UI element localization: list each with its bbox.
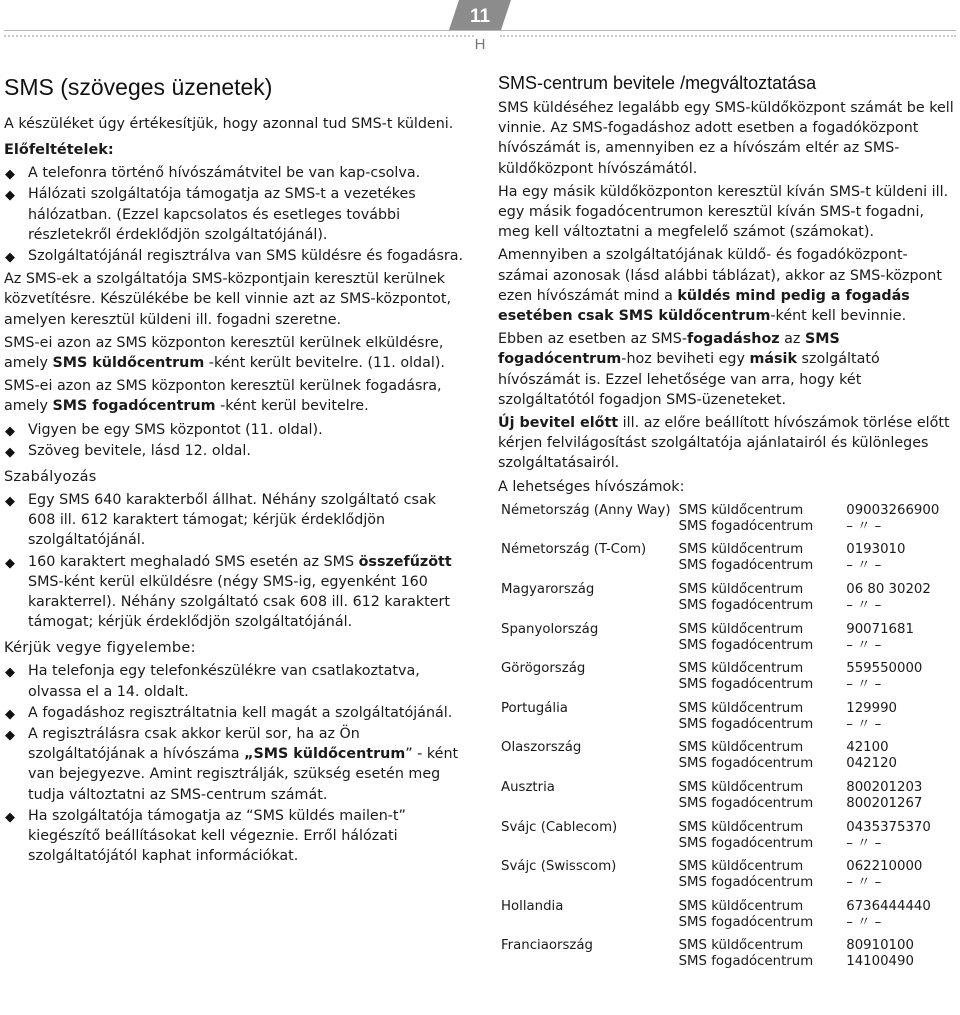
diamond-bullet-icon: ◆ bbox=[5, 665, 15, 681]
label-cell: SMS küldőcentrum SMS fogadócentrum bbox=[678, 502, 814, 534]
list-item: ◆ Vigyen be egy SMS központot (11. oldal). bbox=[4, 420, 464, 440]
rules-list bbox=[4, 490, 464, 632]
number-cell: 0193010 – 〃 – bbox=[846, 542, 906, 574]
header-dotted-rule bbox=[500, 35, 956, 37]
list-item: ◆ Ha telefonja egy telefonkészülékre van csatlakoztatva, olvassa el a 14. oldalt. bbox=[5, 663, 420, 700]
diamond-bullet-icon: ◆ bbox=[5, 809, 15, 825]
list-item: ◆ Szolgáltatójánál regisztrálva van SMS küldésre és fogadásra. bbox=[4, 246, 464, 266]
diamond-bullet-icon: ◆ bbox=[5, 706, 15, 722]
prereq-heading: Előfeltételek: bbox=[4, 142, 114, 159]
list-item: ◆ Egy SMS 640 karakterből állhat. Néhány szolgáltató csak 608 ill. 612 karaktert támogat; kérjük érdeklődjön szolgáltatójánál. bbox=[5, 492, 436, 549]
country-cell: Olaszország bbox=[501, 740, 582, 756]
paragraph: SMS-ei azon az SMS központon keresztül kerülnek fogadásra, amely SMS fogadócentrum -ként kerül bevitelre. bbox=[4, 378, 442, 415]
paragraph: SMS-ei azon az SMS központon keresztül kerülnek elküldésre, amely SMS küldőcentrum -ként került bevitelre. (11. oldal). bbox=[4, 334, 445, 372]
diamond-bullet-icon: ◆ bbox=[5, 188, 15, 204]
paragraph: Ha egy másik küldőközponton keresztül kíván SMS-t küldeni ill. egy másik fogadócentrumon keresztül kíván SMS-t fogadni, meg kell változtatni a megfelelő számot (számokat). bbox=[498, 183, 949, 241]
country-cell: Görögország bbox=[501, 661, 586, 677]
label-cell: SMS küldőcentrum SMS fogadócentrum bbox=[678, 859, 814, 891]
label-cell: SMS küldőcentrum SMS fogadócentrum bbox=[678, 700, 814, 732]
label-cell: SMS küldőcentrum SMS fogadócentrum bbox=[678, 582, 814, 614]
paragraph: SMS küldéséhez legalább egy SMS-küldőközpont számát be kell vinnie. Az SMS-fogadáshoz adott esetben a fogadóközpont hívószámát is, amennyiben ez a hívószám eltér az SMS-küldőközpont hívószámától. bbox=[498, 100, 954, 177]
country-cell: Portugália bbox=[501, 700, 568, 716]
list-item: ◆ A fogadáshoz regisztráltatnia kell magát a szolgáltatójánál. bbox=[4, 703, 464, 723]
list-item: ◆ 160 karaktert meghaladó SMS esetén az SMS összefűzött SMS-ként kerül elküldésre (négy SMS-ig, egyenként 160 karakterrel). Néhány szolgáltató csak 608 ill. 612 karaktert támogat; kérjük érdeklődjön szolgáltatójánál. bbox=[5, 553, 452, 631]
diamond-bullet-icon: ◆ bbox=[5, 250, 15, 266]
rules-heading: Szabályozás bbox=[4, 469, 97, 486]
diamond-bullet-icon: ◆ bbox=[5, 728, 15, 744]
list-item: ◆ Szöveg bevitele, lásd 12. oldal. bbox=[4, 441, 464, 461]
label-cell: SMS küldőcentrum SMS fogadócentrum bbox=[678, 898, 814, 930]
table-row bbox=[498, 701, 956, 733]
label-cell: SMS küldőcentrum SMS fogadócentrum bbox=[678, 661, 814, 693]
number-cell: 42100 042120 bbox=[846, 740, 897, 772]
diamond-bullet-icon: ◆ bbox=[5, 423, 15, 439]
table-row bbox=[498, 740, 956, 772]
diamond-bullet-icon: ◆ bbox=[5, 555, 15, 571]
table-row bbox=[498, 938, 956, 970]
notes-list bbox=[4, 661, 464, 866]
country-cell: Franciaország bbox=[501, 938, 593, 954]
list-item: ◆ A regisztrálásra csak akkor kerül sor, ha az Ön szolgáltatójának a hívószáma „SMS küldőcentrum” - ként van bejegyezve. Amint regisztrálják, szükség esetén meg tudja változtatni az SMS-centrum számát. bbox=[5, 726, 459, 803]
table-row bbox=[498, 780, 956, 812]
country-cell: Magyarország bbox=[501, 582, 595, 598]
paragraph: Amennyiben a szolgáltatójának küldő- és fogadóközpont-számai azonosak (lásd alábbi táblázat), akkor az SMS-központ ezen hívószámát mind a küldés mind pedig a fogadás esetében csak SMS küldőcentrum-ként kell bevinnie. bbox=[498, 247, 942, 325]
paragraph: Ebben az esetben az SMS-fogadáshoz az SMS fogadócentrum-hoz beviheti egy másik szolgáltató hívószámát is. Ezzel lehetősége van arra, hogy két szolgáltatótól fogadjon SMS-üzeneteket. bbox=[498, 331, 880, 408]
list-item: ◆ A telefonra történő hívószámátvitel be van kap-csolva. bbox=[4, 163, 464, 183]
label-cell: SMS küldőcentrum SMS fogadócentrum bbox=[678, 740, 814, 772]
page-tab bbox=[449, 0, 511, 58]
table-row bbox=[498, 820, 956, 852]
prereq-list bbox=[4, 163, 464, 266]
number-cell: 90071681 – 〃 – bbox=[846, 621, 914, 653]
label-cell: SMS küldőcentrum SMS fogadócentrum bbox=[678, 780, 814, 812]
diamond-bullet-icon: ◆ bbox=[5, 444, 15, 460]
number-cell: 129990 – 〃 – bbox=[846, 700, 897, 732]
list-item: ◆ Hálózati szolgáltatója támogatja az SMS-t a vezetékes hálózatban. (Ezzel kapcsolatos és esetleges további részletekről érdeklődjön szolgáltatójánál). bbox=[5, 186, 416, 243]
number-cell: 559550000 – 〃 – bbox=[846, 661, 923, 693]
table-row bbox=[498, 899, 956, 931]
notes-heading: Kérjük vegye figyelembe: bbox=[4, 640, 196, 657]
country-cell: Németország (Anny Way) bbox=[501, 502, 671, 518]
label-cell: SMS küldőcentrum SMS fogadócentrum bbox=[678, 938, 814, 970]
header-dotted-rule bbox=[4, 35, 474, 37]
number-cell: 800201203 800201267 bbox=[846, 780, 923, 812]
label-cell: SMS küldőcentrum SMS fogadócentrum bbox=[678, 621, 814, 653]
table-row bbox=[498, 859, 956, 891]
number-cell: 0435375370 – 〃 – bbox=[846, 819, 931, 851]
section-title: SMS-centrum bevitele /megváltoztatása bbox=[498, 73, 817, 93]
step-list bbox=[4, 420, 464, 461]
country-cell: Svájc (Cablecom) bbox=[501, 819, 618, 835]
country-cell: Svájc (Swisscom) bbox=[501, 859, 617, 875]
paragraph: Az SMS-ek a szolgáltatója SMS-központjain keresztül kerülnek közvetítésre. Készülékébe be kell vinnie azt az SMS-központot, amelyen keresztül küldeni ill. fogadni szeretne. bbox=[4, 271, 451, 328]
table-row bbox=[498, 622, 956, 654]
number-cell: 062210000 – 〃 – bbox=[846, 859, 923, 891]
label-cell: SMS küldőcentrum SMS fogadócentrum bbox=[678, 819, 814, 851]
label-cell: SMS küldőcentrum SMS fogadócentrum bbox=[678, 542, 814, 574]
number-cell: 09003266900 – 〃 – bbox=[846, 502, 940, 534]
left-column bbox=[4, 72, 464, 870]
section-title: SMS (szöveges üzenetek) bbox=[4, 74, 273, 100]
country-cell: Németország (T-Com) bbox=[501, 542, 647, 558]
table-row bbox=[498, 542, 956, 574]
country-cell: Ausztria bbox=[501, 780, 555, 796]
paragraph: A lehetséges hívószámok: bbox=[498, 478, 685, 495]
page-number: 11 bbox=[469, 6, 491, 27]
country-cell: Spanyolország bbox=[501, 621, 599, 637]
language-code: H bbox=[474, 36, 486, 53]
right-column bbox=[498, 72, 956, 978]
table-row bbox=[498, 503, 956, 535]
country-cell: Hollandia bbox=[501, 898, 564, 914]
number-cell: 6736444440 – 〃 – bbox=[846, 898, 931, 930]
sms-center-table bbox=[498, 503, 956, 971]
diamond-bullet-icon: ◆ bbox=[5, 167, 15, 183]
intro-paragraph: A készüléket úgy értékesítjük, hogy azonnal tud SMS-t küldeni. bbox=[4, 116, 454, 132]
list-item: ◆ Ha szolgáltatója támogatja az “SMS küldés mailen-t” kiegészítő beállításokat kell végeznie. Erről hálózati szolgáltatójától kaphat információkat. bbox=[5, 807, 406, 865]
paragraph: Új bevitel előtt ill. az előre beállított hívószámok törlése előtt kérjen felvilágosítást szolgáltatója ajánlatairól és különleges szolgáltatásairól. bbox=[498, 415, 950, 472]
number-cell: 06 80 30202 – 〃 – bbox=[846, 582, 931, 614]
table-row bbox=[498, 661, 956, 693]
table-row bbox=[498, 582, 956, 614]
number-cell: 80910100 14100490 bbox=[846, 938, 914, 970]
diamond-bullet-icon: ◆ bbox=[5, 494, 15, 510]
